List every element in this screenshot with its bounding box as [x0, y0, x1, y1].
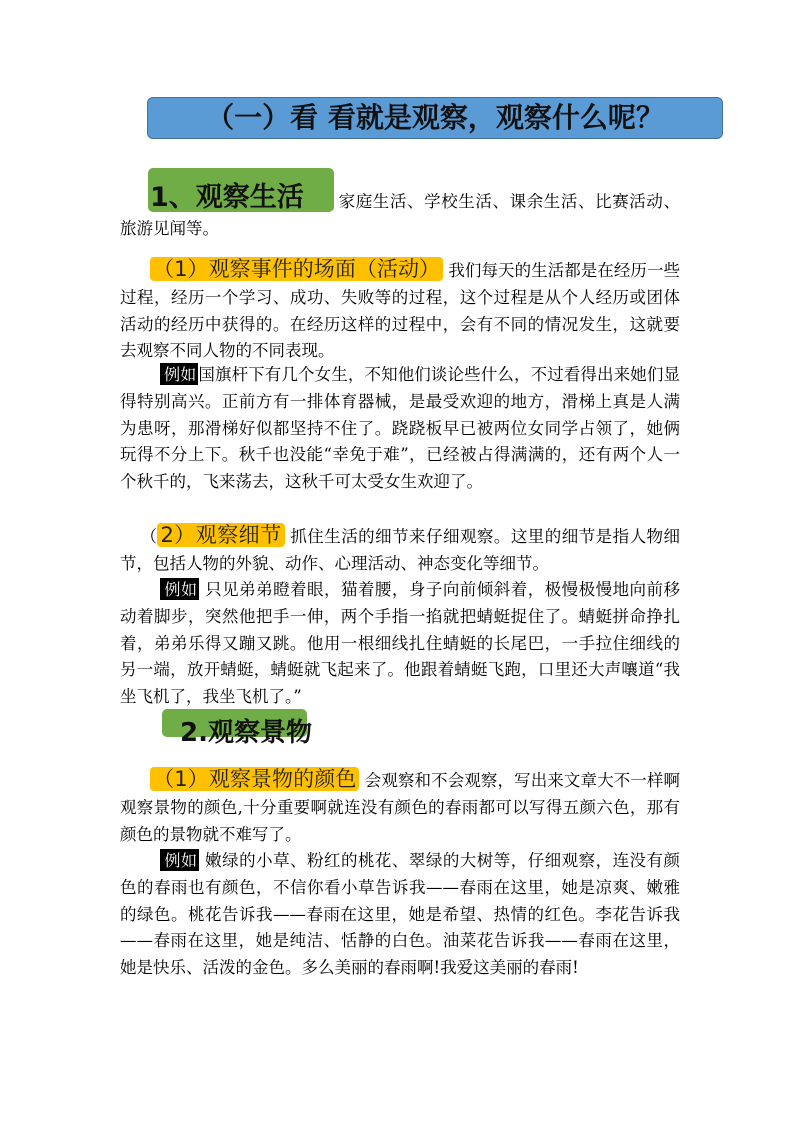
section1-sub2-paragraph — [120, 522, 680, 578]
section2-sub1-example — [120, 848, 680, 982]
section1-sub1-label: （1）观察事件的场面（活动） — [150, 257, 443, 281]
page-title: （一）看 看就是观察，观察什么呢？ — [206, 101, 664, 134]
section1-sub2-example-text: 只见弟弟瞪着眼，猫着腰，身子向前倾斜着，极慢极慢地向前移动着脚步，突然他把手一伸，两个手指一掐就把蜻蜓捉住了。蜻蜓拼命挣扎着，弟弟乐得又蹦又跳。他用一根细线扎住蜻蜓的长尾巴，一手拉住细线的另一端，放开蜻蜓，蜻蜓就飞起来了。他跟着蜻蜓飞跑，口里还大声嚷道“我坐飞机了，我坐飞机了。” — [120, 580, 681, 707]
section1-intro-text: 家庭生活、学校生活、课余生活、比赛活动、旅游见闻等。 — [120, 192, 680, 238]
section2-title: 2.观察景物 — [180, 718, 312, 748]
section1-title: 1、观察生活 — [150, 182, 304, 213]
section1-sub1-paragraph — [120, 256, 680, 365]
section1-sub1-example — [120, 362, 680, 496]
section2-sub1-text: 会观察和不会观察，写出来文章大不一样啊观察景物的颜色,十分重要啊就连没有颜色的春雨都可以写得五颜六色，那有颜色的景物就不难写了。 — [120, 771, 680, 844]
section1-sub2-label: 2）观察细节 — [157, 523, 284, 547]
section1-sub2-text: 抓住生活的细节来仔细观察。这里的细节是指人物细节，包括人物的外貌、动作、心理活动、神态变化等细节。 — [120, 527, 681, 573]
section1-sub2-prefix: （ — [140, 527, 158, 546]
section1-intro — [120, 189, 680, 243]
section2-sub1-example-text: 嫩绿的小草、粉红的桃花、翠绿的大树等，仔细观察，连没有颜色的春雨也有颜色，不信你看小草告诉我——春雨在这里，她是凉爽、嫩雅的绿色。桃花告诉我——春雨在这里，她是希望、热情的红色。李花告诉我——春雨在这里，她是纯洁、恬静的白色。油菜花告诉我——春雨在这里，她是快乐、活泼的金色。多么美丽的春雨啊!我爱这美丽的春雨! — [120, 851, 681, 978]
section2-sub1-paragraph — [120, 766, 680, 848]
section2-sub1-label: （1）观察景物的颜色 — [150, 767, 359, 791]
example-label: 例如 — [160, 578, 199, 600]
section1-sub1-text: 我们每天的生活都是在经历一些过程，经历一个学习、成功、失败等的过程，这个过程是从个人经历或团体活动的经历中获得的。在经历这样的过程中，会有不同的情况发生，这就要去观察不同人物的不同表现。 — [120, 261, 680, 361]
section1-sub1-example-text: 国旗杆下有几个女生，不知他们谈论些什么，不过看得出来她们显得特别高兴。正前方有一排体育器械，是最受欢迎的地方，滑梯上真是人满为患呀，那滑梯好似都坚持不住了。跷跷板早已被两位女同学占领了，她俩玩得不分上下。秋千也没能“幸免于难”，已经被占得满满的，还有两个人一个秋千的，飞来荡去，这秋千可太受女生欢迎了。 — [120, 365, 680, 492]
example-label: 例如 — [160, 363, 198, 385]
section1-sub2-example — [120, 577, 680, 711]
example-label: 例如 — [160, 849, 199, 871]
